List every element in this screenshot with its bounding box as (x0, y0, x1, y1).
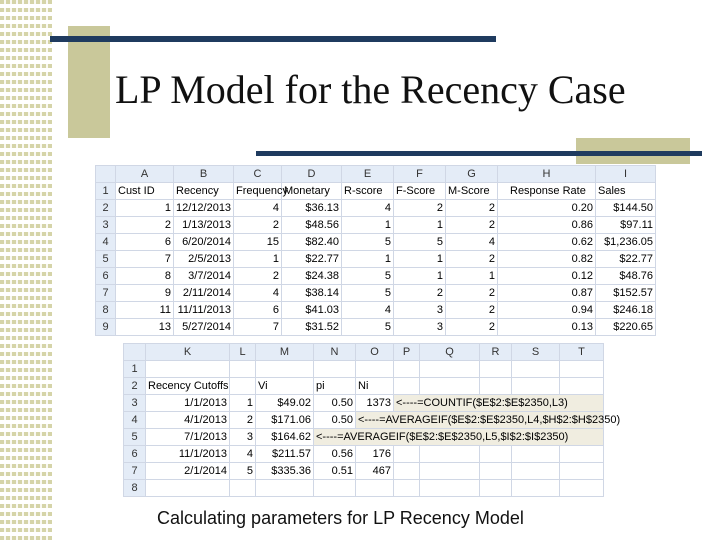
cell[interactable]: 1/1/2013 (146, 395, 230, 412)
cell[interactable]: 0.13 (498, 319, 596, 336)
table-row (96, 200, 656, 217)
cell[interactable]: 5 (342, 268, 394, 285)
corner-cell (124, 344, 146, 361)
cell[interactable]: 1 (342, 251, 394, 268)
cell[interactable]: 1 (116, 200, 174, 217)
cell[interactable] (512, 446, 560, 463)
cell[interactable]: 4 (342, 302, 394, 319)
cell[interactable]: $246.18 (596, 302, 656, 319)
slide-title: LP Model for the Recency Case (115, 67, 626, 112)
cell[interactable] (420, 446, 480, 463)
cell[interactable] (256, 480, 314, 497)
cell[interactable] (480, 480, 512, 497)
cell[interactable]: 2 (116, 217, 174, 234)
cell[interactable]: pi (314, 378, 356, 395)
cell[interactable] (560, 361, 604, 378)
title-bottom-rule (256, 151, 702, 156)
cell[interactable]: 6 (116, 234, 174, 251)
cell[interactable]: 0.62 (498, 234, 596, 251)
table-row (124, 463, 604, 480)
table-row (96, 302, 656, 319)
column-header[interactable]: O (356, 344, 394, 361)
cell[interactable]: 0.20 (498, 200, 596, 217)
cell[interactable]: 1 (394, 217, 446, 234)
cell[interactable] (420, 378, 480, 395)
cell[interactable]: 5 (394, 234, 446, 251)
cell[interactable]: 0.12 (498, 268, 596, 285)
column-header[interactable]: S (512, 344, 560, 361)
cell[interactable] (356, 480, 394, 497)
cell[interactable]: 1 (446, 268, 498, 285)
row-header[interactable]: 4 (124, 412, 146, 429)
cell[interactable]: Recency (174, 183, 234, 200)
cell[interactable]: $152.57 (596, 285, 656, 302)
cell[interactable]: 7 (234, 319, 282, 336)
cell[interactable] (512, 463, 560, 480)
cell[interactable]: Cust ID (116, 183, 174, 200)
cell[interactable]: 2/5/2013 (174, 251, 234, 268)
column-header[interactable]: B (174, 166, 234, 183)
cell[interactable] (420, 480, 480, 497)
cell[interactable] (314, 361, 356, 378)
cell[interactable]: 1 (230, 395, 256, 412)
cell[interactable]: $144.50 (596, 200, 656, 217)
cell[interactable]: 2 (446, 200, 498, 217)
row-header[interactable]: 4 (96, 234, 116, 251)
cell[interactable] (256, 361, 314, 378)
cell[interactable]: 0.86 (498, 217, 596, 234)
cell[interactable] (394, 463, 420, 480)
corner-cell (96, 166, 116, 183)
cell[interactable]: 2 (446, 217, 498, 234)
cell[interactable]: 2 (446, 302, 498, 319)
cell[interactable]: Response Rate (498, 183, 596, 200)
column-header[interactable]: Q (420, 344, 480, 361)
cell[interactable]: $22.77 (596, 251, 656, 268)
column-header[interactable]: G (446, 166, 498, 183)
cell[interactable]: 4 (446, 234, 498, 251)
formula-note: <----=AVERAGEIF($E$2:$E$2350,L5,$I$2:$I$2350) (314, 429, 604, 446)
cell[interactable]: 0.94 (498, 302, 596, 319)
row-header[interactable]: 8 (124, 480, 146, 497)
row-header[interactable]: 6 (124, 446, 146, 463)
cell[interactable]: $24.38 (282, 268, 342, 285)
cell[interactable]: Sales (596, 183, 656, 200)
cell[interactable]: 1 (394, 251, 446, 268)
cell[interactable]: 1 (342, 217, 394, 234)
column-header[interactable]: T (560, 344, 604, 361)
formula-note: <----=COUNTIF($E$2:$E$2350,L3) (394, 395, 604, 412)
cell[interactable]: 2 (446, 285, 498, 302)
cell[interactable]: 0.50 (314, 412, 356, 429)
cell[interactable]: 3 (394, 302, 446, 319)
cell[interactable]: 1 (394, 268, 446, 285)
cell[interactable]: Monetary (282, 183, 342, 200)
cell[interactable]: 2 (234, 217, 282, 234)
cell[interactable]: Vi (256, 378, 314, 395)
cell[interactable] (560, 446, 604, 463)
cell[interactable] (480, 463, 512, 480)
column-header-row (96, 166, 656, 183)
cell[interactable] (394, 361, 420, 378)
table-row (96, 217, 656, 234)
cell[interactable]: 13 (116, 319, 174, 336)
cell[interactable]: $48.56 (282, 217, 342, 234)
cell[interactable]: $335.36 (256, 463, 314, 480)
cell[interactable]: 3 (394, 319, 446, 336)
cell[interactable]: 5/27/2014 (174, 319, 234, 336)
cell[interactable]: 5 (230, 463, 256, 480)
table-row (96, 183, 656, 200)
row-header[interactable]: 5 (124, 429, 146, 446)
cell[interactable]: 5 (342, 234, 394, 251)
cell[interactable]: 11/11/2013 (174, 302, 234, 319)
cell[interactable] (420, 463, 480, 480)
cell[interactable]: 1/13/2013 (174, 217, 234, 234)
cell[interactable]: $171.06 (256, 412, 314, 429)
cell[interactable]: 2 (234, 268, 282, 285)
table-row (96, 268, 656, 285)
cell[interactable]: 2/11/2014 (174, 285, 234, 302)
table-row (124, 480, 604, 497)
column-header[interactable]: C (234, 166, 282, 183)
cell[interactable]: 2 (394, 285, 446, 302)
cell[interactable]: Recency Cutoffs (146, 378, 230, 395)
cell[interactable]: $97.11 (596, 217, 656, 234)
cell[interactable]: $164.62 (256, 429, 314, 446)
cell[interactable]: R-score (342, 183, 394, 200)
row-header[interactable]: 1 (96, 183, 116, 200)
cell[interactable] (230, 378, 256, 395)
cell[interactable]: 12/12/2013 (174, 200, 234, 217)
cell[interactable]: 7/1/2013 (146, 429, 230, 446)
cell[interactable]: F-Score (394, 183, 446, 200)
table-row (124, 361, 604, 378)
cell[interactable]: 0.87 (498, 285, 596, 302)
cell[interactable] (512, 361, 560, 378)
cell[interactable]: 6 (234, 302, 282, 319)
cell[interactable] (480, 378, 512, 395)
row-header[interactable]: 2 (124, 378, 146, 395)
row-header[interactable]: 6 (96, 268, 116, 285)
cell[interactable]: 9 (116, 285, 174, 302)
customer-data-sheet (95, 165, 656, 336)
cell[interactable]: Frequency (234, 183, 282, 200)
cell[interactable]: 4 (234, 285, 282, 302)
slide-caption: Calculating parameters for LP Recency Model (157, 508, 524, 528)
cell[interactable]: 11 (116, 302, 174, 319)
cell[interactable]: 8 (116, 268, 174, 285)
table-row (96, 319, 656, 336)
table-row (96, 234, 656, 251)
table-row (124, 395, 604, 412)
row-header[interactable]: 5 (96, 251, 116, 268)
column-header[interactable]: I (596, 166, 656, 183)
column-header[interactable]: L (230, 344, 256, 361)
cell[interactable] (480, 446, 512, 463)
column-header[interactable]: P (394, 344, 420, 361)
cell[interactable] (146, 361, 230, 378)
row-header[interactable]: 7 (96, 285, 116, 302)
cell[interactable]: 5 (342, 285, 394, 302)
cell[interactable] (420, 361, 480, 378)
row-header[interactable]: 9 (96, 319, 116, 336)
cell[interactable] (560, 378, 604, 395)
column-header[interactable]: A (116, 166, 174, 183)
table-row (124, 412, 604, 429)
cell[interactable] (394, 378, 420, 395)
cell[interactable]: Ni (356, 378, 394, 395)
cell[interactable] (314, 480, 356, 497)
cell[interactable]: 2 (446, 319, 498, 336)
title-accent-block (68, 26, 110, 138)
row-header[interactable]: 3 (124, 395, 146, 412)
cell[interactable]: 3/7/2014 (174, 268, 234, 285)
cell[interactable]: $36.13 (282, 200, 342, 217)
row-header[interactable]: 8 (96, 302, 116, 319)
cell[interactable]: 1373 (356, 395, 394, 412)
cell[interactable]: 0.56 (314, 446, 356, 463)
cell[interactable]: 1 (234, 251, 282, 268)
cell[interactable]: 0.50 (314, 395, 356, 412)
cell[interactable]: 467 (356, 463, 394, 480)
cell[interactable]: $38.14 (282, 285, 342, 302)
cell[interactable]: 11/1/2013 (146, 446, 230, 463)
cell[interactable]: 15 (234, 234, 282, 251)
cell[interactable] (356, 361, 394, 378)
cell[interactable] (512, 378, 560, 395)
row-header[interactable]: 3 (96, 217, 116, 234)
cell[interactable]: 6/20/2014 (174, 234, 234, 251)
row-header[interactable]: 1 (124, 361, 146, 378)
cell[interactable]: 4 (342, 200, 394, 217)
cell[interactable]: 5 (342, 319, 394, 336)
table-row (96, 285, 656, 302)
cell[interactable]: $220.65 (596, 319, 656, 336)
cell[interactable]: 3 (230, 429, 256, 446)
cell[interactable]: 2 (230, 412, 256, 429)
cell[interactable]: $82.40 (282, 234, 342, 251)
formula-note: <----=AVERAGEIF($E$2:$E$2350,L4,$H$2:$H$2350) (356, 412, 604, 429)
table-row (124, 429, 604, 446)
cell[interactable]: $1,236.05 (596, 234, 656, 251)
cell[interactable]: $49.02 (256, 395, 314, 412)
cell[interactable] (560, 463, 604, 480)
column-header[interactable]: E (342, 166, 394, 183)
cell[interactable]: 176 (356, 446, 394, 463)
cell[interactable]: 2 (394, 200, 446, 217)
cell[interactable]: 7 (116, 251, 174, 268)
column-header[interactable]: M (256, 344, 314, 361)
cell[interactable]: 4/1/2013 (146, 412, 230, 429)
cell[interactable]: $41.03 (282, 302, 342, 319)
cell[interactable] (230, 361, 256, 378)
column-header[interactable]: N (314, 344, 356, 361)
cell[interactable]: 2 (446, 251, 498, 268)
column-header[interactable]: D (282, 166, 342, 183)
cell[interactable] (394, 480, 420, 497)
cell[interactable] (394, 446, 420, 463)
decorative-stripe (0, 0, 52, 540)
column-header[interactable]: H (498, 166, 596, 183)
column-header[interactable]: R (480, 344, 512, 361)
column-header-row (124, 344, 604, 361)
cell[interactable]: $31.52 (282, 319, 342, 336)
cell[interactable] (512, 480, 560, 497)
cell[interactable]: $22.77 (282, 251, 342, 268)
cell[interactable] (146, 480, 230, 497)
column-header[interactable]: K (146, 344, 230, 361)
title-top-rule (50, 36, 496, 42)
row-header[interactable]: 2 (96, 200, 116, 217)
cell[interactable]: M-Score (446, 183, 498, 200)
cell[interactable]: 4 (230, 446, 256, 463)
cell[interactable] (560, 480, 604, 497)
cell[interactable]: 2/1/2014 (146, 463, 230, 480)
cell[interactable]: 4 (234, 200, 282, 217)
column-header[interactable]: F (394, 166, 446, 183)
row-header[interactable]: 7 (124, 463, 146, 480)
table-row (124, 446, 604, 463)
cell[interactable]: 0.82 (498, 251, 596, 268)
cell[interactable]: 0.51 (314, 463, 356, 480)
cell[interactable] (480, 361, 512, 378)
cell[interactable]: $211.57 (256, 446, 314, 463)
recency-parameters-sheet (123, 343, 621, 497)
table-row (124, 378, 604, 395)
cell[interactable] (230, 480, 256, 497)
cell[interactable]: $48.76 (596, 268, 656, 285)
table-row (96, 251, 656, 268)
